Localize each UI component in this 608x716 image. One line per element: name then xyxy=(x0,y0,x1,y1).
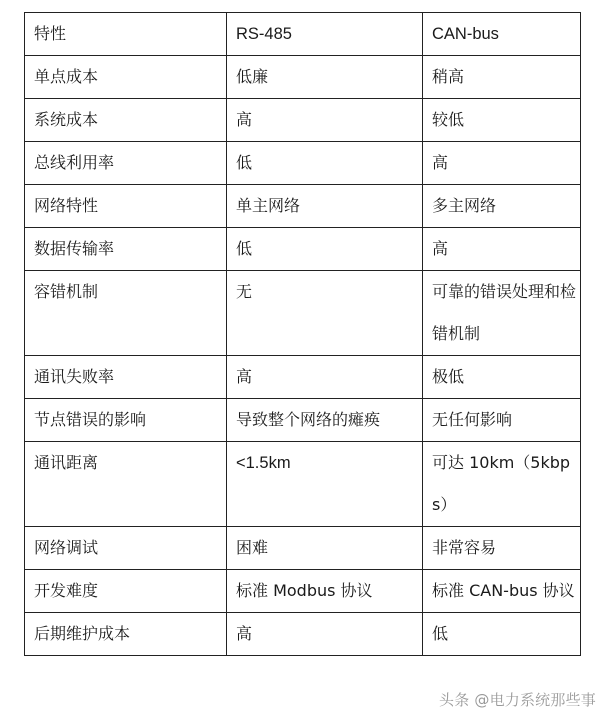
row-label: 数据传输率 xyxy=(25,228,227,271)
header-rs485: RS-485 xyxy=(227,13,423,56)
canbus-cell: 高 xyxy=(423,142,581,185)
canbus-cell: 多主网络 xyxy=(423,185,581,228)
rs485-cell: 导致整个网络的瘫痪 xyxy=(227,399,423,442)
canbus-cell: 较低 xyxy=(423,99,581,142)
canbus-cell: 标准 CAN-bus 协议 xyxy=(423,570,581,613)
canbus-cell: 可靠的错误处理和检错机制 xyxy=(423,271,581,356)
table-row xyxy=(25,228,581,271)
table-row xyxy=(25,570,581,613)
watermark: 头条 @电力系统那些事 xyxy=(439,691,596,709)
table-row xyxy=(25,56,581,99)
rs485-cell: 无 xyxy=(227,271,423,356)
row-label: 节点错误的影响 xyxy=(25,399,227,442)
canbus-cell: 极低 xyxy=(423,356,581,399)
rs485-cell: 单主网络 xyxy=(227,185,423,228)
row-label: 开发难度 xyxy=(25,570,227,613)
table-row xyxy=(25,399,581,442)
row-label: 总线利用率 xyxy=(25,142,227,185)
row-label: 网络特性 xyxy=(25,185,227,228)
header-canbus: CAN-bus xyxy=(423,13,581,56)
table-row xyxy=(25,271,581,356)
canbus-cell: 稍高 xyxy=(423,56,581,99)
rs485-cell: 低 xyxy=(227,142,423,185)
row-label: 网络调试 xyxy=(25,527,227,570)
header-feature: 特性 xyxy=(25,13,227,56)
canbus-cell: 无任何影响 xyxy=(423,399,581,442)
table-row xyxy=(25,99,581,142)
row-label: 容错机制 xyxy=(25,271,227,356)
row-label: 单点成本 xyxy=(25,56,227,99)
table-row xyxy=(25,527,581,570)
empty-cell xyxy=(423,656,581,669)
table-row xyxy=(25,442,581,527)
row-label: 通讯失败率 xyxy=(25,356,227,399)
row-label: 后期维护成本 xyxy=(25,613,227,656)
canbus-cell: 高 xyxy=(423,228,581,271)
canbus-cell: 非常容易 xyxy=(423,527,581,570)
canbus-cell: 低 xyxy=(423,613,581,656)
row-label: 系统成本 xyxy=(25,99,227,142)
rs485-cell: 高 xyxy=(227,613,423,656)
table-row xyxy=(25,356,581,399)
rs485-cell: 标准 Modbus 协议 xyxy=(227,570,423,613)
table-bottom-edge xyxy=(25,656,581,669)
rs485-cell: 低 xyxy=(227,228,423,271)
rs485-cell: 高 xyxy=(227,356,423,399)
empty-cell xyxy=(25,656,227,669)
rs485-cell: <1.5km xyxy=(227,442,423,527)
table-row xyxy=(25,142,581,185)
rs485-cell: 困难 xyxy=(227,527,423,570)
table-header-row xyxy=(25,13,581,56)
canbus-cell: 可达 10km（5kbps） xyxy=(423,442,581,527)
rs485-cell: 高 xyxy=(227,99,423,142)
table-row xyxy=(25,613,581,656)
rs485-cell: 低廉 xyxy=(227,56,423,99)
table-row xyxy=(25,185,581,228)
empty-cell xyxy=(227,656,423,669)
comparison-table xyxy=(24,12,581,668)
row-label: 通讯距离 xyxy=(25,442,227,527)
